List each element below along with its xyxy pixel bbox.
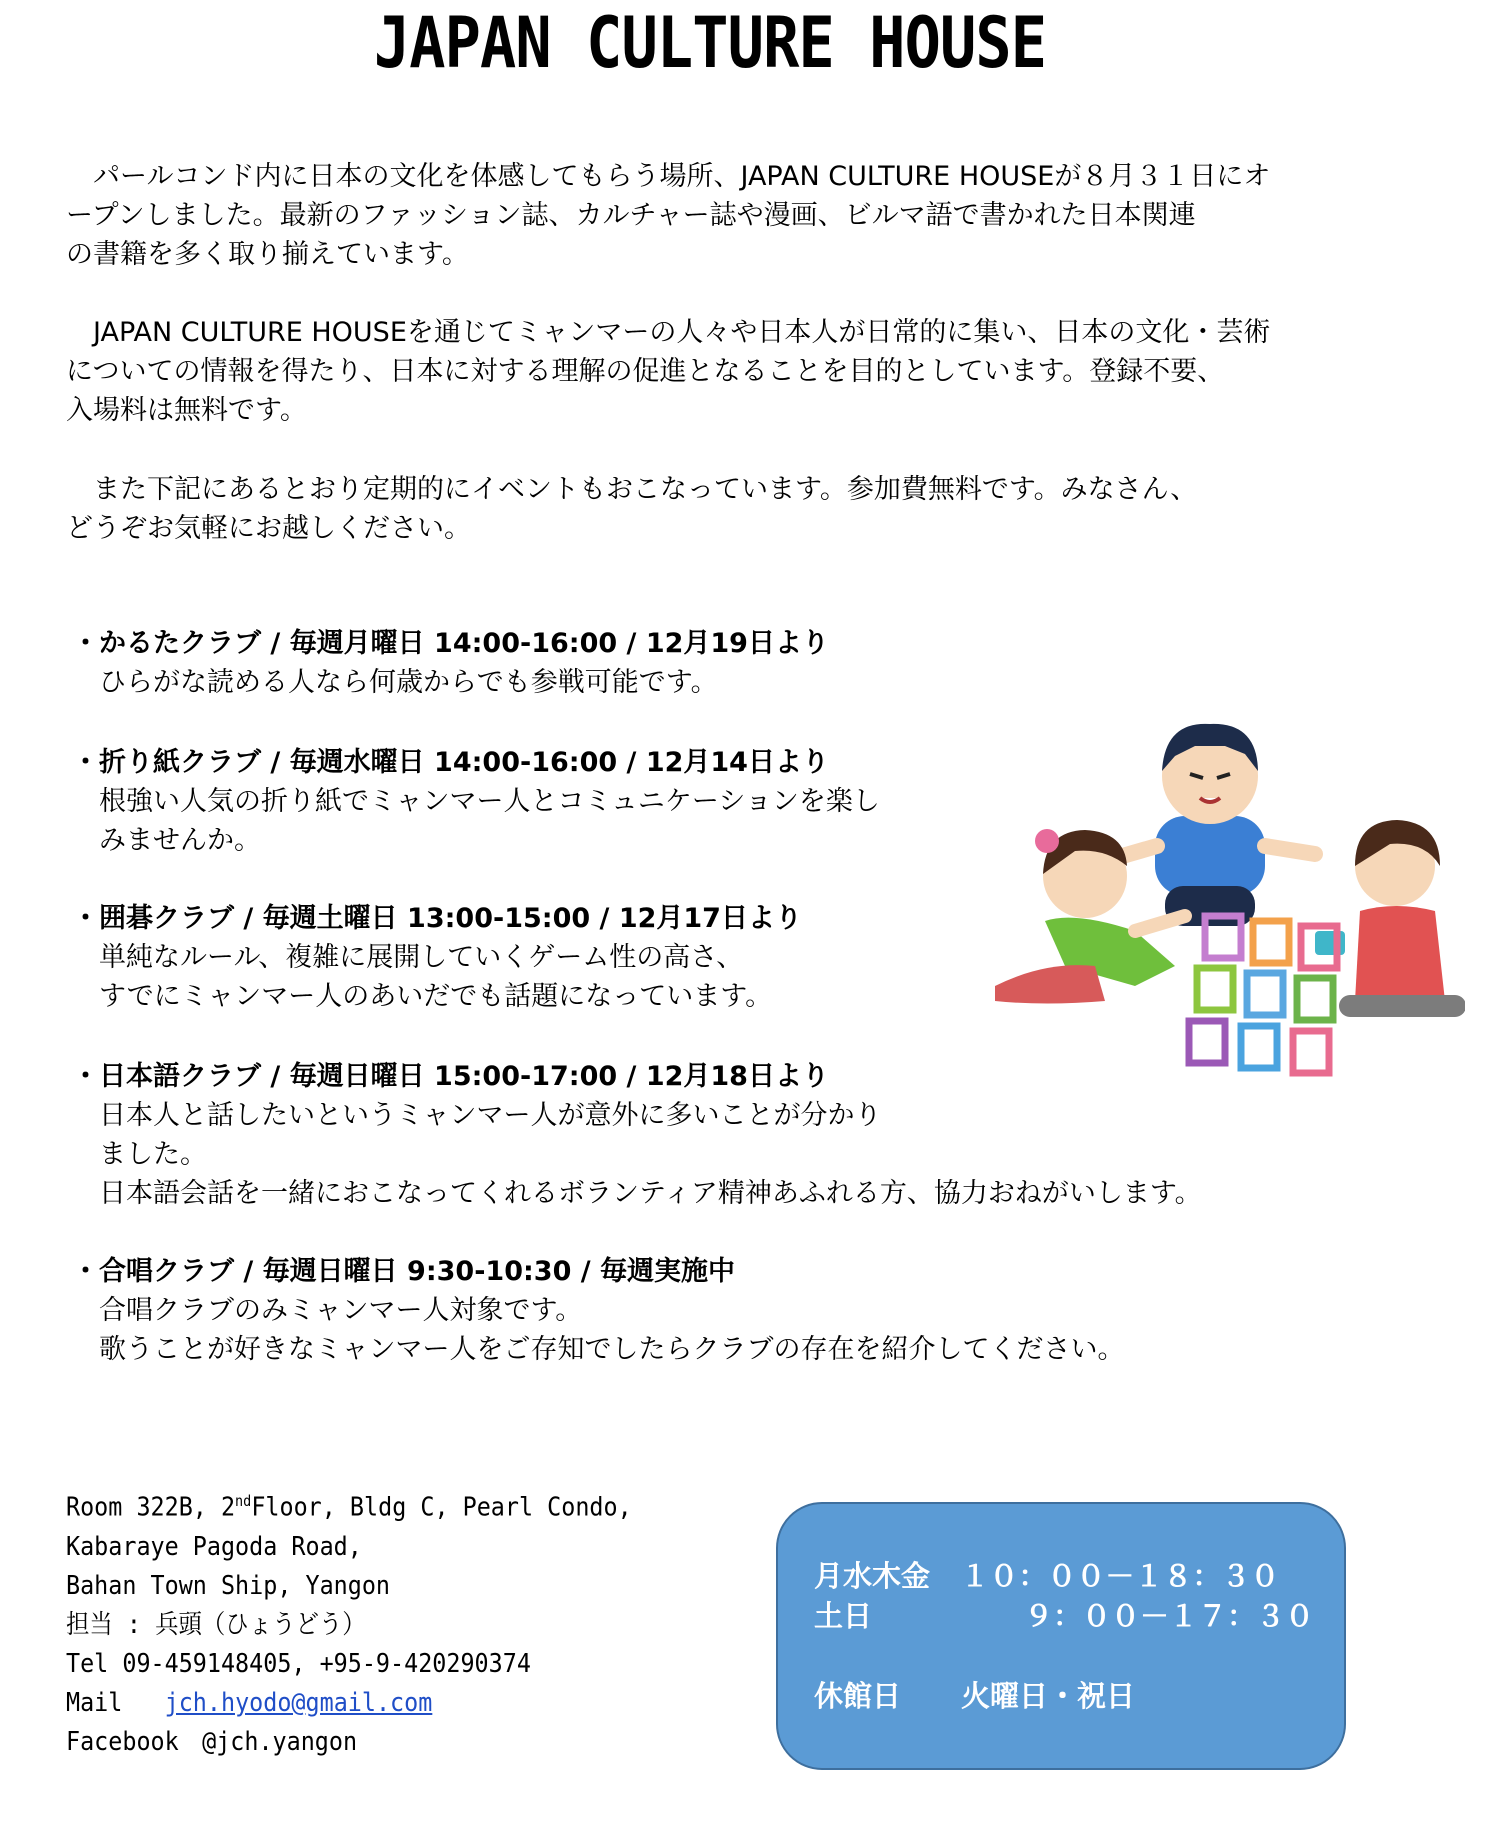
weekday-hours-row: 月水木金 １０：００－１８：３０ [814,1559,1280,1593]
address-line-2: Kabaraye Pagoda Road, [66,1531,362,1562]
club-karuta [72,624,1412,702]
weekend-hours-row: 土日 ９：００－１７：３０ [814,1599,1315,1633]
karuta-cards [1189,916,1337,1073]
purpose-paragraph: JAPAN CULTURE HOUSEを通じてミャンマーの人々や日本人が日常的に集い、日本の文化・芸術 についての情報を得たり、日本に対する理解の促進となることを目的としています。登録不要、 入場料は無料です。 [66,317,1271,426]
address-line-3: Bahan Town Ship, Yangon [66,1570,391,1601]
page-title: JAPAN CULTURE HOUSE [373,2,1047,84]
club-heading: ・かるたクラブ / 毎週月曜日 14:00-16:00 / 12月19日より [72,628,829,659]
club-description: 単純なルール、複雑に展開していくゲーム性の高さ、 すでにミャンマー人のあいだでも話題になっています。 [99,942,773,1012]
boy-figure [1105,724,1315,926]
children-playing-karuta-illustration [985,716,1465,1086]
closed-days-row: 休館日 火曜日・祝日 [814,1679,1136,1713]
club-description: ひらがな読める人なら何歳からでも参戦可能です。 [99,667,718,698]
club-heading: ・囲碁クラブ / 毎週土曜日 13:00-15:00 / 12月17日より [72,903,802,934]
email-row: Mail jch.hyodo@gmail.com [66,1687,433,1718]
contact-info [66,1482,632,1762]
opening-hours-box [776,1502,1346,1770]
club-heading: ・折り紙クラブ / 毎週水曜日 14:00-16:00 / 12月14日より [72,747,829,778]
club-description: 合唱クラブのみミャンマー人対象です。 歌うことが好きなミャンマー人をご存知でしたらクラブの存在を紹介してください。 [99,1295,1125,1365]
facebook-handle: Facebook @jch.yangon [66,1726,358,1757]
club-choir [72,1252,1412,1369]
contact-person: 担当 : 兵頭（ひょうどう） [66,1609,366,1640]
address-line-1: Room 322B, 2ndFloor, Bldg C, Pearl Condo, [66,1492,632,1523]
intro-paragraph: パールコンド内に日本の文化を体感してもらう場所、JAPAN CULTURE HOUSEが８月３１日にオ ープンしました。最新のファッション誌、カルチャー誌や漫画、ビルマ語で書かれた日本関連 の書籍を多く取り揃えています。 [66,161,1271,270]
events-paragraph: また下記にあるとおり定期的にイベントもおこなっています。参加費無料です。みなさん、 どうぞお気軽にお越しください。 [66,474,1198,544]
club-description: 根強い人気の折り紙でミャンマー人とコミュニケーションを楽し みませんか。 [99,786,880,856]
club-heading: ・合唱クラブ / 毎週日曜日 9:30-10:30 / 毎週実施中 [72,1256,736,1287]
club-description: 日本人と話したいというミャンマー人が意外に多いことが分かり ました。 日本語会話を一緒におこなってくれるボランティア精神あふれる方、協力おねがいします。 [99,1100,1202,1209]
phone-numbers: Tel 09-459148405, +95-9-420290374 [66,1648,531,1679]
email-link[interactable]: jch.hyodo@gmail.com [164,1687,433,1718]
club-heading: ・日本語クラブ / 毎週日曜日 15:00-17:00 / 12月18日より [72,1061,829,1092]
